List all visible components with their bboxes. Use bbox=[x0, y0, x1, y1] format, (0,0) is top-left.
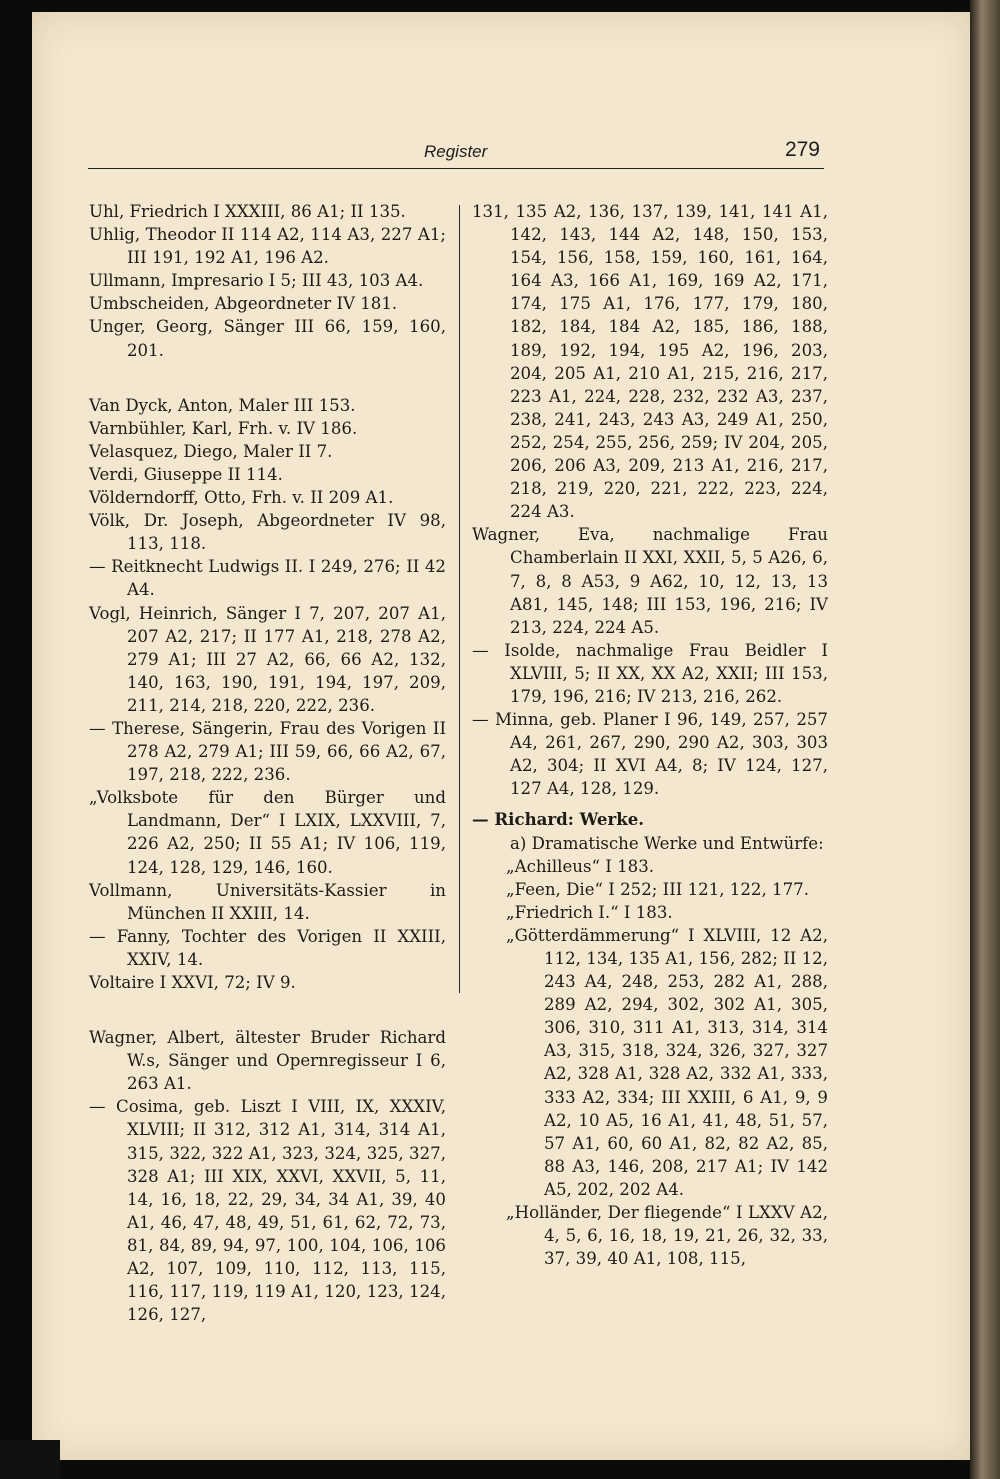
index-entry: Uhlig, Theodor II 114 A2, 114 A3, 227 A1; III 191, 192 A1, 196 A2. bbox=[89, 225, 446, 268]
index-entry: Umbscheiden, Abgeordneter IV 181. bbox=[89, 294, 398, 314]
index-entry: Uhl, Friedrich I XXXIII, 86 A1; II 135. bbox=[89, 202, 406, 221]
index-column-right bbox=[472, 200, 828, 1270]
entry-gap bbox=[472, 800, 828, 808]
index-entry-continuation: 131, 135 A2, 136, 137, 139, 141, 141 A1, 142, 143, 144 A2, 148, 150, 153, 154, 156, 158, 159, 160, 161, 164, 164 A3, 166 A1, 169, 169 A2, 171, 174, 175 A1, 176, 177, 179, 180, 182, 184, 184 A2, 185, 186, 188, 189, 192, 194, 195 A2, 196, 203, 204, 205 A1, 210 A1, 215, 216, 217, 223 A1, 224, 228, 232, 232 A3, 237, 238, 241, 243, 243 A3, 249 A1, 250, 252, 254, 255, 256, 259; IV 204, 205, 206, 206 A3, 209, 213 A1, 216, 217, 218, 219, 220, 221, 222, 223, 224, 224 A3. bbox=[472, 202, 828, 522]
index-entry: Velasquez, Diego, Maler II 7. bbox=[89, 441, 333, 461]
letter-group-gap bbox=[89, 362, 446, 394]
letter-group-gap bbox=[89, 994, 446, 1026]
index-entry: Wagner, Eva, nachmalige Frau Chamberlain II XXI, XXII, 5, 5 A26, 6, 7, 8, 8 A53, 9 A62, 10, 12, 13, 13 A81, 145, 148; III 153, 196, 216; IV 213, 224, 224 A5. bbox=[472, 525, 828, 637]
running-header bbox=[88, 138, 824, 169]
index-heading: — Richard: Werke. bbox=[472, 809, 645, 830]
index-entry: Van Dyck, Anton, Maler III 153. bbox=[89, 395, 356, 415]
index-entry: Wagner, Albert, ältester Bruder Richard W.s, Sänger und Opernregisseur I 6, 263 A1. bbox=[89, 1028, 446, 1094]
page-number: 279 bbox=[784, 138, 820, 161]
index-entry: Vogl, Heinrich, Sänger I 7, 207, 207 A1, 207 A2, 217; II 177 A1, 218, 278 A2, 279 A1; III 27 A2, 66, 66 A2, 132, 140, 163, 190, 191, 194, 197, 209, 211, 214, 218, 220, 222, 236. bbox=[89, 603, 446, 715]
index-entry: Völk, Dr. Joseph, Abgeordneter IV 98, 113, 118. bbox=[89, 511, 446, 554]
index-entry: Verdi, Giuseppe II 114. bbox=[89, 464, 283, 484]
index-subentry: „Götterdämmerung“ I XLVIII, 12 A2, 112, 134, 135 A1, 156, 282; II 12, 243 A4, 248, 253, 282 A1, 288, 289 A2, 294, 302, 302 A1, 305, 306, 310, 311 A1, 313, 314, 314 A3, 315, 318, 324, 326, 327, 327 A2, 328 A1, 328 A2, 332 A1, 333, 333 A2, 334; III XXIII, 6 A1, 9, 9 A2, 10 A5, 16 A1, 41, 48, 51, 57, 57 A1, 60, 60 A1, 82, 82 A2, 85, 88 A3, 146, 208, 217 A1; IV 142 A5, 202, 202 A4. bbox=[506, 925, 829, 1199]
index-column-left bbox=[89, 200, 446, 1326]
index-entry: Vollmann, Universitäts-Kassier in München II XXIII, 14. bbox=[89, 880, 446, 923]
index-entry: — Fanny, Tochter des Vorigen II XXIII, XXIV, 14. bbox=[89, 926, 446, 969]
index-entry: „Volksbote für den Bürger und Landmann, Der“ I LXIX, LXXVIII, 7, 226 A2, 250; II 55 A1; IV 106, 119, 124, 128, 129, 146, 160. bbox=[89, 788, 446, 877]
index-entry: Voltaire I XXVI, 72; IV 9. bbox=[89, 973, 296, 992]
section-title: Register bbox=[424, 142, 488, 161]
index-entry: — Therese, Sängerin, Frau des Vorigen II 278 A2, 279 A1; III 59, 66, 66 A2, 67, 197, 218, 222, 236. bbox=[89, 718, 446, 785]
index-subentry: „Achilleus“ I 183. bbox=[506, 856, 655, 876]
index-subentry: „Feen, Die“ I 252; III 121, 122, 177. bbox=[506, 879, 809, 899]
index-entry: Unger, Georg, Sänger III 66, 159, 160, 201. bbox=[89, 317, 446, 360]
column-divider bbox=[459, 205, 460, 993]
index-entry: — Minna, geb. Planer I 96, 149, 257, 257 A4, 261, 267, 290, 290 A2, 303, 303 A2, 304; II XVI A4, 8; IV 124, 127, 127 A4, 128, 129. bbox=[472, 710, 828, 799]
scan-corner-shadow bbox=[0, 1440, 60, 1479]
index-entry: — Isolde, nachmalige Frau Beidler I XLVIII, 5; II XX, XX A2, XXII; III 153, 179, 196, 216; IV 213, 216, 262. bbox=[472, 640, 828, 706]
index-entry: — Cosima, geb. Liszt I VIII, IX, XXXIV, XLVIII; II 312, 312 A1, 314, 314 A1, 315, 322, 322 A1, 323, 324, 325, 327, 328 A1; III XIX, XXVI, XXVII, 5, 11, 14, 16, 18, 22, 29, 34, 34 A1, 39, 40 A1, 46, 47, 48, 49, 51, 61, 62, 72, 73, 81, 84, 89, 94, 97, 100, 104, 106, 106 A2, 107, 109, 110, 112, 113, 115, 116, 117, 119, 119 A1, 120, 123, 124, 126, 127, bbox=[89, 1097, 446, 1325]
index-entry: Völderndorff, Otto, Frh. v. II 209 A1. bbox=[89, 488, 394, 508]
index-subheading: a) Dramatische Werke und Entwürfe: bbox=[510, 833, 824, 853]
index-entry: — Reitknecht Ludwigs II. I 249, 276; II 42 A4. bbox=[89, 557, 446, 600]
index-subentry: „Holländer, Der fliegende“ I LXXV A2, 4, 5, 6, 16, 18, 19, 21, 26, 32, 33, 37, 39, 40 A1, 108, 115, bbox=[506, 1203, 828, 1269]
index-subentry: „Friedrich I.“ I 183. bbox=[506, 902, 673, 922]
book-spine-edge bbox=[970, 0, 1000, 1479]
index-entry: Varnbühler, Karl, Frh. v. IV 186. bbox=[89, 418, 358, 438]
index-entry: Ullmann, Impresario I 5; III 43, 103 A4. bbox=[89, 271, 424, 291]
